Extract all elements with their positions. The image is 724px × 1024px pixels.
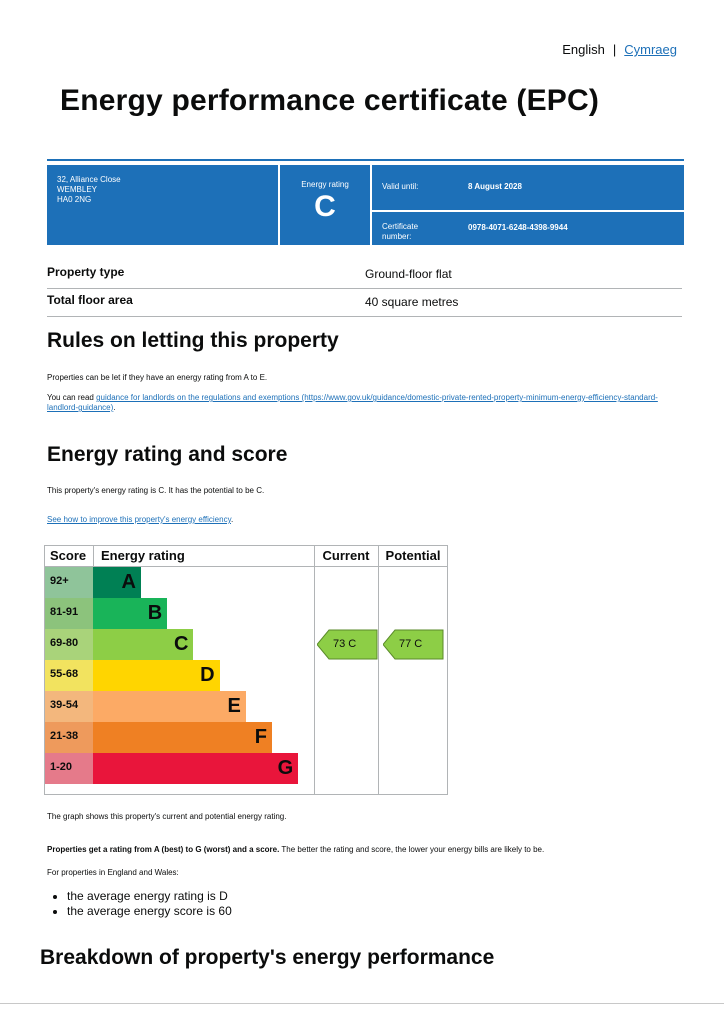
improve-efficiency-link[interactable]: See how to improve this property's energy efficiency [47,515,231,524]
band-score-cell [45,753,93,784]
potential-rating-arrow-label: 77 C [399,638,423,650]
band-letter: D [200,664,215,686]
floor-area-label: Total floor area [47,293,133,307]
band-score-cell [45,691,93,722]
header-divider [93,546,94,566]
band-score-range: 55-68 [50,668,79,680]
lang-english: English [562,42,605,57]
certificate-number-value: 0978-4071-6248-4398-9944 [468,223,568,232]
valid-until-value: 8 August 2028 [468,182,522,191]
band-bar [93,753,298,784]
property-type-label: Property type [47,265,125,279]
band-letter: E [227,695,241,717]
band-bar [93,598,167,629]
page-title: Energy performance certificate (EPC) [60,84,600,117]
property-type-value: Ground-floor flat [365,267,452,281]
guidance-prefix: You can read [47,393,97,402]
band-score-range: 69-80 [50,637,79,649]
improve-paragraph [47,515,233,524]
list-item: • the average energy rating is D [67,889,232,904]
valid-until-label: Valid until: [382,182,419,191]
band-bar [93,722,272,753]
rating-paragraph: This property's energy rating is C. It has the potential to be C. [47,486,265,495]
landlord-guidance-link[interactable]: guidance for landlords on the regulations and exemptions (https://www.gov.uk/guidance/domestic-private-rented-property-minimum-energy-efficiency-standard-landlord-guidance) [47,393,658,412]
summary-banner [47,165,684,245]
banner-divider [370,165,372,245]
title-divider [47,159,684,161]
current-header: Current [322,548,370,563]
current-column-divider [314,546,315,794]
lang-cymraeg-link[interactable]: Cymraeg [624,42,677,57]
improve-suffix: . [231,515,234,524]
current-rating-arrow [317,629,379,660]
rating-band-g [45,753,314,784]
band-score-cell [45,660,93,691]
band-letter: C [173,633,189,655]
england-wales-note: For properties in England and Wales: [47,868,179,877]
rating-heading: Energy rating and score [47,443,288,466]
letting-heading: Rules on letting this property [47,329,339,352]
breakdown-heading: Breakdown of property's energy performance [40,946,495,969]
banner-divider [372,210,684,212]
lang-separator: | [612,42,617,57]
graph-note: The graph shows this property's current and potential energy rating. [47,812,287,821]
rating-band-d [45,660,314,691]
floor-area-value: 40 square metres [365,295,459,309]
band-score-range: 21-38 [50,730,79,742]
band-score-range: 92+ [50,575,69,587]
energy-rating-header: Energy rating [101,548,185,563]
score-header: Score [50,548,87,563]
band-letter: B [147,602,163,624]
rating-explanation-rest: The better the rating and score, the lower your energy bills are likely to be. [279,845,545,854]
potential-header: Potential [385,548,441,563]
language-switch [562,42,677,57]
band-score-cell [45,629,93,660]
energy-rating-label: Energy rating [301,180,349,189]
potential-column-divider [378,546,379,794]
rating-explanation-bold: Properties get a rating from A (best) to G (worst) and a score. [47,845,280,854]
band-bar [93,629,193,660]
rating-band-f [45,722,314,753]
address-line-1: 32, Alliance Close [57,175,121,184]
band-score-cell [45,598,93,629]
band-letter: F [254,726,267,748]
property-type-row [47,262,682,289]
rating-band-b [45,598,314,629]
address-block [57,175,121,205]
guidance-paragraph [47,393,667,413]
letting-paragraph: Properties can be let if they have an energy rating from A to E. [47,373,268,382]
page-bottom-rule [0,1003,724,1004]
rating-band-a [45,567,314,598]
current-rating-arrow-label: 73 C [333,638,357,650]
rating-explanation [47,845,544,854]
address-line-2: WEMBLEY [57,185,98,194]
band-score-cell [45,722,93,753]
band-bar [93,567,141,598]
band-letter: A [121,571,136,593]
rating-band-c [45,629,314,660]
band-score-range: 39-54 [50,699,79,711]
address-line-3: HA0 2NG [57,195,92,204]
certificate-number-label: Certificate number: [382,222,419,241]
potential-rating-arrow [383,629,445,660]
band-score-range: 81-91 [50,606,79,618]
average-list [47,889,232,919]
floor-area-row [47,290,682,317]
band-score-cell [45,567,93,598]
rating-band-e [45,691,314,722]
band-score-range: 1-20 [50,761,73,773]
band-bar [93,660,220,691]
guidance-suffix: . [113,403,116,412]
epc-rating-chart [44,545,448,795]
band-bar [93,691,246,722]
energy-rating-value: C [314,190,336,223]
band-letter: G [277,757,294,779]
list-item: • the average energy score is 60 [67,904,232,919]
